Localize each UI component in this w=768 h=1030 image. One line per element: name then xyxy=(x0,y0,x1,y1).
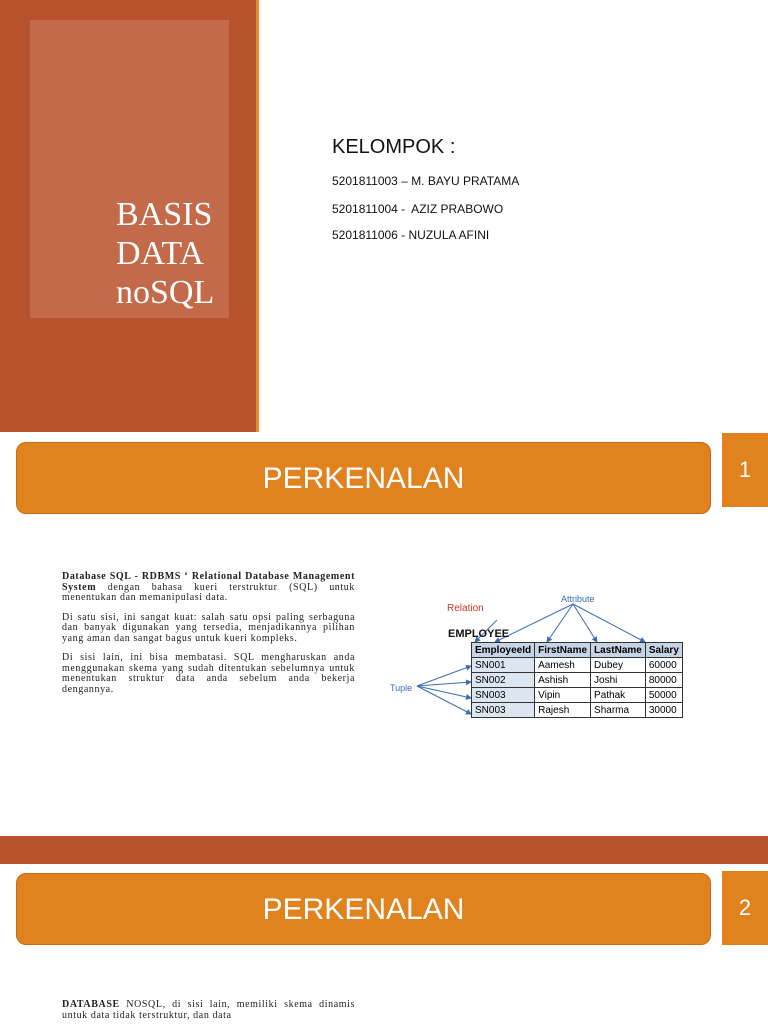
relation-diagram xyxy=(385,590,680,730)
slide-body-text xyxy=(62,1000,355,1030)
table-cell: 30000 xyxy=(645,703,682,718)
paragraph-rest: dengan bahasa kueri terstruktur (SQL) untuk menentukan dan memanipulasi data. xyxy=(62,581,355,603)
bold-lead: DATABASE xyxy=(62,999,120,1010)
paragraph: Di sisi lain, ini bisa membatasi. SQL mengharuskan anda menggunakan skema yang sudah ditentukan sebelumnya untuk menentukan struktur data anda sebelum anda bekerja dengannya. xyxy=(62,652,355,695)
table-cell: Joshi xyxy=(591,673,646,688)
column-header: FirstName xyxy=(535,643,591,658)
paragraph-rest: NOSQL, di sisi lain, memiliki skema dinamis untuk data tidak terstruktur, dan data xyxy=(62,999,355,1021)
slide-divider-bar xyxy=(0,836,768,864)
table-cell: Vipin xyxy=(535,688,591,703)
table-cell: Sharma xyxy=(591,703,646,718)
table-cell: SN001 xyxy=(472,658,535,673)
slide-number: 1 xyxy=(722,433,768,507)
group-heading: KELOMPOK : xyxy=(332,136,456,158)
table-row xyxy=(472,703,683,718)
table-cell: 80000 xyxy=(645,673,682,688)
slide-banner xyxy=(16,873,711,945)
column-header: LastName xyxy=(591,643,646,658)
group-member: 5201811003 – M. BAYU PRATAMA xyxy=(332,174,520,188)
slide-body-text xyxy=(62,572,355,704)
paragraph xyxy=(62,572,355,604)
title-slide xyxy=(0,0,768,432)
panel-accent-edge xyxy=(256,0,259,432)
column-header: EmployeeId xyxy=(472,643,535,658)
presentation-title xyxy=(116,195,256,312)
table-cell: Aamesh xyxy=(535,658,591,673)
table-cell: SN003 xyxy=(472,688,535,703)
bold-lead: Database SQL - RDBMS ‘ Relational Database Management System xyxy=(62,571,355,593)
table-cell: Dubey xyxy=(591,658,646,673)
relation-label: Relation xyxy=(447,603,484,614)
table-row xyxy=(472,658,683,673)
table-cell: Pathak xyxy=(591,688,646,703)
tuple-label: Tuple xyxy=(390,683,413,693)
attribute-label: Attribute xyxy=(561,594,595,604)
table-cell: Ashish xyxy=(535,673,591,688)
title-line: noSQL xyxy=(116,274,215,311)
slide-title: PERKENALAN xyxy=(262,893,465,926)
slide-banner xyxy=(16,442,711,514)
slide-number: 2 xyxy=(722,871,768,945)
group-member: 5201811004 - AZIZ PRABOWO xyxy=(332,202,504,216)
employee-table xyxy=(471,642,683,718)
table-row xyxy=(472,673,683,688)
paragraph: Di satu sisi, ini sangat kuat: salah satu opsi paling serbaguna dan banyak digunakan yang tersedia, menjadikannya pilihan yang aman dan sangat bagus untuk kueri kompleks. xyxy=(62,611,355,644)
title-line: BASIS xyxy=(116,196,213,233)
table-cell: SN003 xyxy=(472,703,535,718)
table-header-row xyxy=(472,643,683,658)
table-cell: 50000 xyxy=(645,688,682,703)
slide-title: PERKENALAN xyxy=(262,462,465,495)
table-row xyxy=(472,688,683,703)
title-line: DATA xyxy=(116,235,204,272)
table-name: EMPLOYEE xyxy=(448,628,510,640)
table-cell: SN002 xyxy=(472,673,535,688)
paragraph xyxy=(62,1000,355,1021)
table-cell: 60000 xyxy=(645,658,682,673)
group-member: 5201811006 - NUZULA AFINI xyxy=(332,228,490,242)
table-cell: Rajesh xyxy=(535,703,591,718)
column-header: Salary xyxy=(645,643,682,658)
